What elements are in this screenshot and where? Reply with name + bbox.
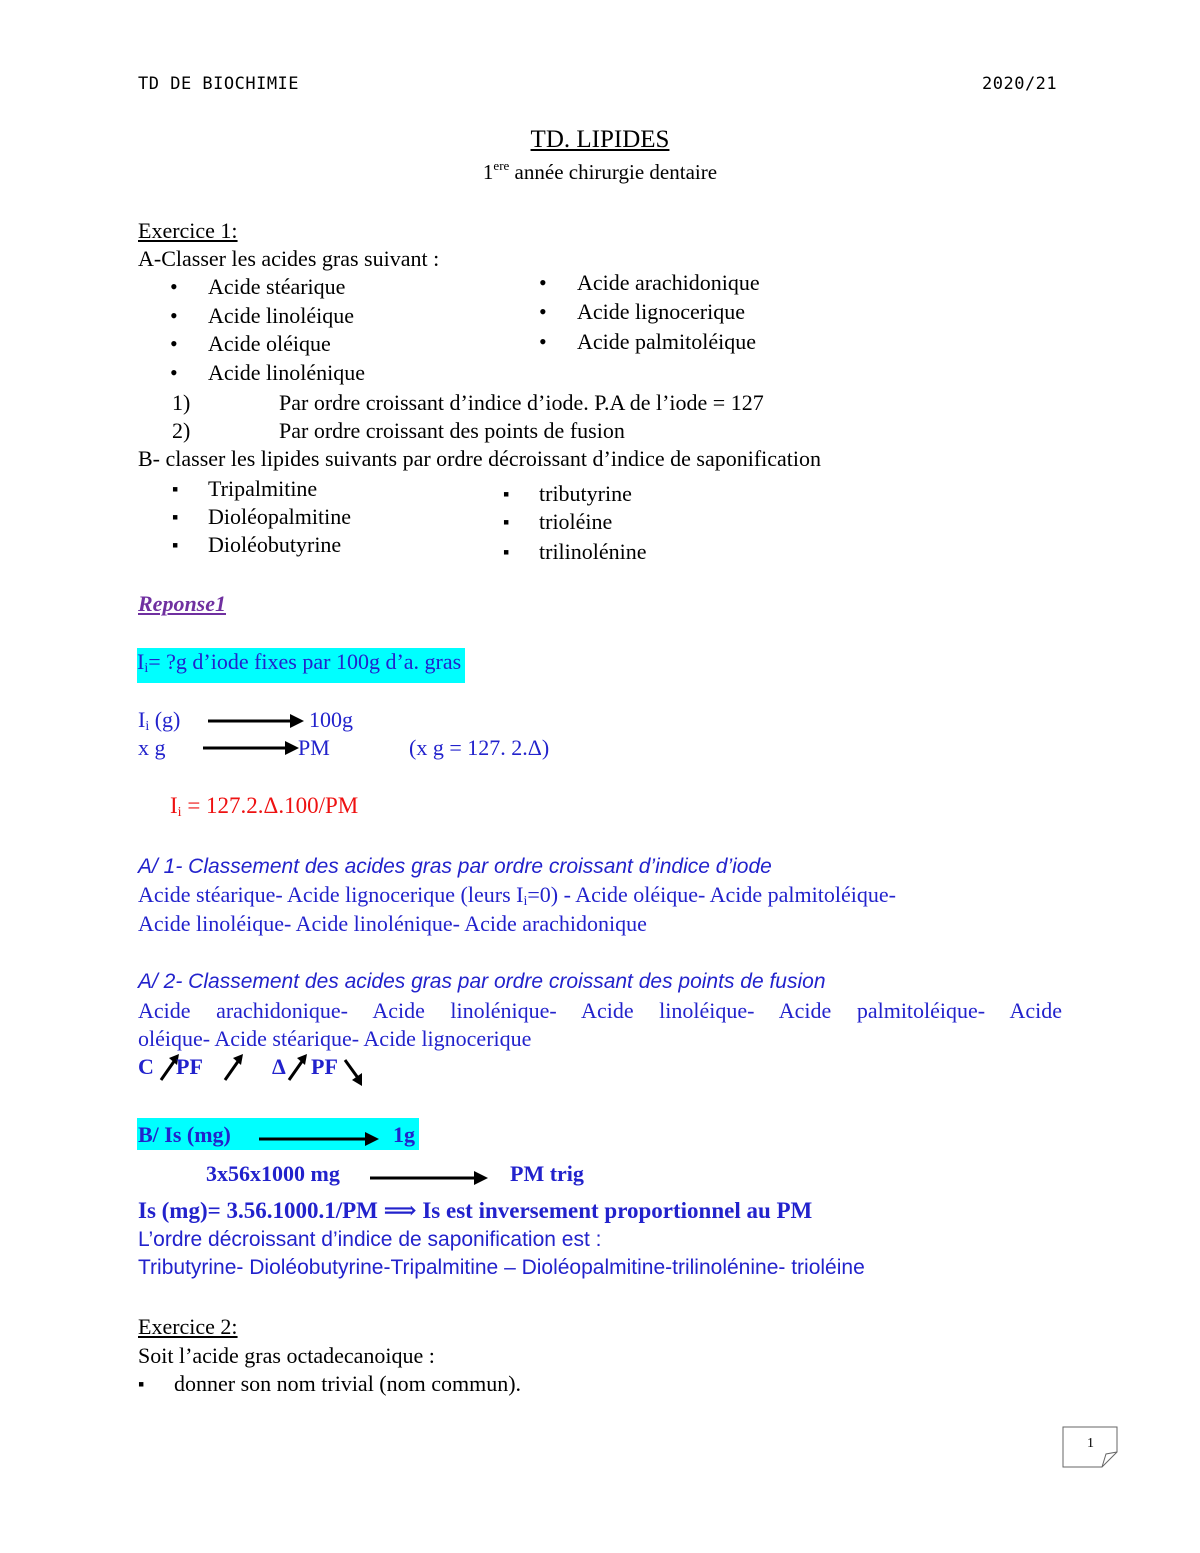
saponification-order-intro: L’ordre décroissant d’indice de saponification est : <box>138 1228 602 1251</box>
rule-pf1: PF <box>176 1054 203 1079</box>
a1-line1-part1: Acide stéarique- Acide lignocerique (leurs I <box>138 882 524 907</box>
formula-subscript: i <box>177 805 182 820</box>
page-title: TD. LIPIDES <box>530 126 670 153</box>
acid-left-item: • Acide oléique <box>208 330 331 358</box>
ex1-partA: A-Classer les acides gras suivant : <box>138 246 440 271</box>
page-number: 1 <box>1087 1436 1094 1451</box>
lipid-right-item: ▪ trilinolénine <box>539 538 647 566</box>
iodine-index-formula <box>170 793 358 821</box>
a2-title: A/ 2- Classement des acides gras par ordre croissant des points de fusion <box>138 970 826 993</box>
ii-subscript: i <box>144 661 149 676</box>
row1-unit: (g) <box>149 707 181 732</box>
answer-heading: Reponse1 <box>138 591 226 616</box>
acid-right-item: • Acide palmitoléique <box>577 328 756 356</box>
criterion-num: 2) <box>172 418 191 443</box>
page-subtitle <box>0 158 1200 185</box>
ratio-row2-left: x g <box>138 735 166 760</box>
ratio-row1-right: 100g <box>309 707 353 732</box>
lipid-left-item: ▪ Dioléopalmitine <box>208 503 351 531</box>
right-arrow-icon <box>203 739 299 757</box>
subtitle-sup: ere <box>493 158 510 173</box>
a1-line2: Acide linoléique- Acide linolénique- Acide arachidonique <box>138 911 647 936</box>
down-arrow-icon <box>342 1058 364 1086</box>
ratio-row2-note: (x g = 127. 2.Δ) <box>409 735 550 760</box>
iodine-index-definition <box>137 648 465 683</box>
lipid-right-item: ▪ trioléine <box>539 508 612 536</box>
acid-right-item: • Acide arachidonique <box>577 269 760 297</box>
row1-symbol: I <box>138 707 146 732</box>
right-arrow-icon <box>208 712 304 730</box>
criterion-text: Par ordre croissant des points de fusion <box>279 418 625 443</box>
ex2-question-1: ▪ donner son nom trivial (nom commun). <box>174 1370 521 1398</box>
ii-symbol: I <box>137 649 145 674</box>
saponification-formula: Is (mg)= 3.56.1000.1/PM ⟹ Is est inversement proportionnel au PM <box>138 1198 813 1223</box>
lipid-left-item: ▪ Dioléobutyrine <box>208 531 341 559</box>
up-arrow-icon <box>286 1054 308 1082</box>
row1-subscript: i <box>145 719 150 734</box>
formula-text: = 127.2.Δ.100/PM <box>181 793 359 818</box>
header-right: 2020/21 <box>982 74 1058 94</box>
rule-delta: Δ <box>272 1054 286 1079</box>
ex2-line1: Soit l’acide gras octadecanoique : <box>138 1343 435 1368</box>
formula-symbol: I <box>170 793 178 818</box>
subtitle-num: 1 <box>482 160 494 184</box>
ex1-heading: Exercice 1: <box>138 218 238 243</box>
subtitle-rest: année chirurgie dentaire <box>509 160 718 184</box>
b-row1-right: 1g <box>393 1122 415 1147</box>
criterion-text: Par ordre croissant d’indice d’iode. P.A de l’iode = 127 <box>279 390 764 415</box>
ii-definition-text: = ?g d’iode fixes par 100g d’a. gras <box>148 649 462 674</box>
acid-left-item: • Acide linolénique <box>208 359 365 387</box>
saponification-order: Tributyrine- Dioléobutyrine-Tripalmitine – Dioléopalmitine-trilinolénine- trioléine <box>138 1256 865 1279</box>
a1-line1-part2: =0) - Acide oléique- Acide palmitoléique- <box>527 882 896 907</box>
criterion-num: 1) <box>172 390 191 415</box>
ex2-heading: Exercice 2: <box>138 1314 238 1339</box>
ex1-partB: B- classer les lipides suivants par ordre décroissant d’indice de saponification <box>138 446 822 471</box>
ratio-row2-right: PM <box>298 735 330 760</box>
a1-line1-subscript: i <box>523 894 528 909</box>
right-arrow-icon <box>370 1169 492 1187</box>
a1-title: A/ 1- Classement des acides gras par ordre croissant d’indice d’iode <box>138 855 772 878</box>
acid-left-item: • Acide stéarique <box>208 273 345 301</box>
right-arrow-icon <box>259 1130 381 1148</box>
a2-line1: Acide arachidonique- Acide linolénique- Acide linoléique- Acide palmitoléique- Acide <box>138 998 1062 1023</box>
acid-right-item: • Acide lignocerique <box>577 298 745 326</box>
lipid-left-item: ▪ Tripalmitine <box>208 475 317 503</box>
a2-line2: oléique- Acide stéarique- Acide lignocerique <box>138 1026 532 1051</box>
b-row2-left: 3x56x1000 mg <box>206 1161 340 1186</box>
rule-pf2: PF <box>311 1054 338 1079</box>
up-arrow-icon <box>222 1054 244 1082</box>
header-left: TD DE BIOCHIMIE <box>138 74 300 94</box>
b-row1-left: B/ Is (mg) <box>138 1122 231 1147</box>
acid-left-item: • Acide linoléique <box>208 302 354 330</box>
rule-c: C <box>138 1054 154 1079</box>
lipid-right-item: ▪ tributyrine <box>539 480 632 508</box>
b-row2-right: PM trig <box>510 1161 584 1186</box>
